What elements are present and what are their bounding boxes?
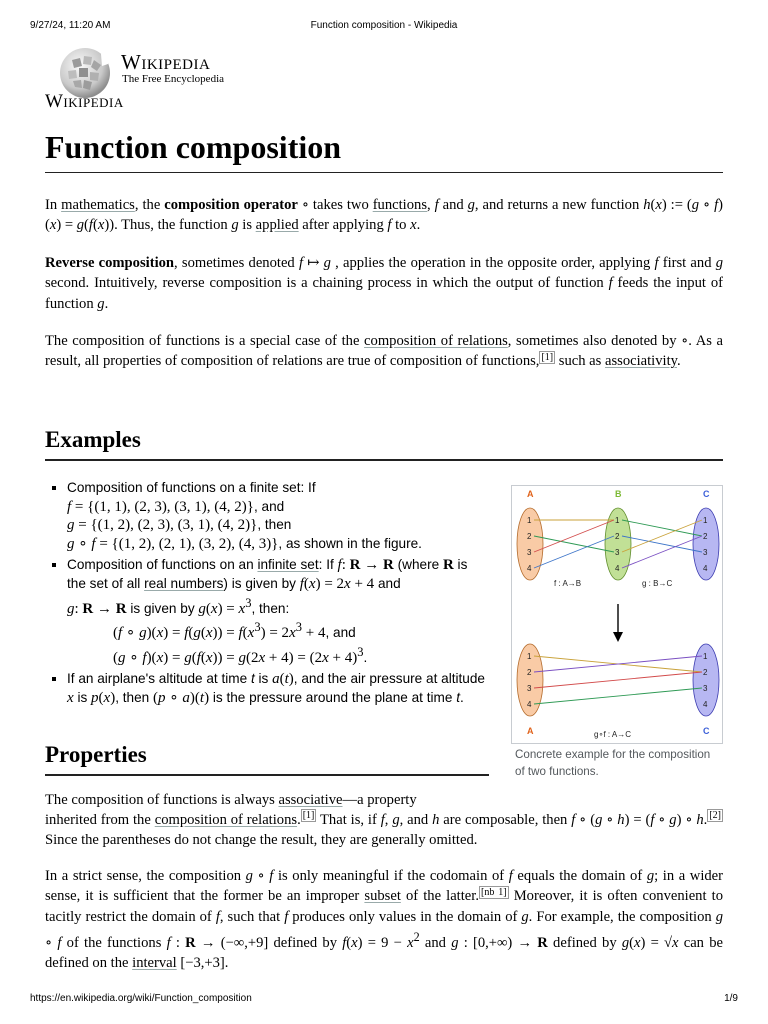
arrow-gf-4 bbox=[534, 688, 702, 704]
arrow-g-2 bbox=[622, 536, 702, 552]
print-title: Function composition - Wikipedia bbox=[310, 20, 458, 31]
result-element-label-c-3: 3 bbox=[703, 684, 708, 693]
figure-caption: Concrete example for the composition of two functions. bbox=[515, 748, 711, 778]
result-element-label-c-2: 2 bbox=[703, 668, 708, 677]
set-b-label: B bbox=[615, 489, 622, 499]
element-label-b-2: 2 bbox=[615, 532, 620, 541]
page-title: Function composition bbox=[45, 129, 342, 165]
map-g-label: g : B→C bbox=[642, 579, 673, 588]
list-item: ▪ If an airplane's altitude at time t is a(t), and the air pressure at altitude x is p(x), then (p ∘ a)(t) is the pressure around the plane at time t. bbox=[67, 670, 485, 707]
properties-paragraph-1-start: The composition of functions is always associative—a property bbox=[45, 792, 417, 808]
arrow-g-1 bbox=[622, 520, 702, 536]
list-item: ▪ Composition of functions on an infinite set: If f: R → R (where R is the set of all real numbers) is given by f(x) = 2x + 4 and g: R → R is given by $g(x) = x^3$, then: (f ∘ $g)(x) = f(g(x)) = f(x^3) = 2x^3 + 4$, and (g ∘ $f)(x) = g(f(x)) = g(2x + 4) = (2x + 4)^3$. bbox=[67, 556, 485, 667]
composition-arrow-head bbox=[613, 632, 623, 642]
set-a-label: A bbox=[527, 489, 534, 499]
section-heading-examples: Examples bbox=[45, 427, 141, 452]
wikipedia-tagline: The Free Encyclopedia bbox=[122, 73, 225, 85]
wikipedia-wordmark-secondary: Wikipedia bbox=[45, 91, 124, 112]
element-label-c-3: 3 bbox=[703, 548, 708, 557]
result-element-label-c-4: 4 bbox=[703, 700, 708, 709]
result-element-label-c-1: 1 bbox=[703, 652, 708, 661]
result-element-label-a-3: 3 bbox=[527, 684, 532, 693]
element-label-c-2: 2 bbox=[703, 532, 708, 541]
element-label-a-1: 1 bbox=[527, 516, 532, 525]
map-f-label: f : A→B bbox=[554, 579, 582, 588]
arrow-f-3 bbox=[534, 520, 614, 552]
set-a-label-result: A bbox=[527, 726, 534, 736]
examples-divider bbox=[45, 459, 723, 461]
properties-paragraph-2: In a strict sense, the composition g ∘ f is only meaningful if the codomain of f equals the domain of g; in a wider sense, it is sufficient that the former be an improper subset of the latter. [nb 1] Moreover, it is often convenient to tacitly restrict the domain of f, such that f produces only values in the domain of g. For example, the composition g ∘ f of the functions f : R → (−∞,+9] defined by $f(x) = 9 - x^2$ and g : [0,+∞) → R defined by g(x) = √x can be defined on the interval [−3,+3]. bbox=[45, 868, 724, 972]
wikipedia-wordmark: Wikipedia bbox=[121, 50, 211, 74]
examples-list bbox=[45, 479, 485, 711]
element-label-a-3: 3 bbox=[527, 548, 532, 557]
composition-figure[interactable] bbox=[511, 485, 723, 744]
arrow-g-4 bbox=[622, 536, 702, 568]
map-gf-label: g∘f : A→C bbox=[594, 730, 632, 739]
composition-diagram bbox=[512, 486, 722, 743]
properties-divider bbox=[45, 774, 489, 776]
result-element-label-a-1: 1 bbox=[527, 652, 532, 661]
element-label-b-4: 4 bbox=[615, 564, 620, 573]
result-element-label-a-2: 2 bbox=[527, 668, 532, 677]
lead-paragraph-3: The composition of functions is a special case of the composition of relations, sometimes also denoted by ∘. As a result, all properties of composition of relations are true of composition of functions, [1] such as associativity. bbox=[45, 333, 723, 370]
element-label-c-1: 1 bbox=[703, 516, 708, 525]
arrow-f-4 bbox=[534, 536, 614, 568]
element-label-a-4: 4 bbox=[527, 564, 532, 573]
print-datetime: 9/27/24, 11:20 AM bbox=[30, 20, 111, 31]
element-label-b-3: 3 bbox=[615, 548, 620, 557]
section-heading-properties: Properties bbox=[45, 742, 147, 767]
arrow-g-3 bbox=[622, 520, 702, 552]
properties-paragraph-1: inherited from the composition of relations. [1] That is, if f, g, and h are composable, then f ∘ (g ∘ h) = (f ∘ g) ∘ h. [2] Since the parentheses do not change the result, they are generally omitted. bbox=[45, 810, 721, 849]
print-url: https://en.wikipedia.org/wiki/Function_composition bbox=[30, 993, 252, 1004]
element-label-c-4: 4 bbox=[703, 564, 708, 573]
list-item: ▪ Composition of functions on a finite set: If f = {(1, 1), (2, 3), (3, 1), (4, 2)}, and g = {(1, 2), (2, 3), (3, 1), (4, 2)}, then g ∘ f = {(1, 2), (2, 1), (3, 2), (4, 3)}, as shown in the figure. bbox=[67, 479, 485, 553]
result-element-label-a-4: 4 bbox=[527, 700, 532, 709]
arrow-gf-3 bbox=[534, 672, 702, 688]
title-divider bbox=[45, 172, 723, 173]
lead-paragraph-2: Reverse composition, sometimes denoted f ↦ g , applies the operation in the opposite order, applying f first and g second. Intuitively, reverse composition is a chaining process in which the output of function f feeds the input of function g. bbox=[45, 255, 723, 312]
element-label-a-2: 2 bbox=[527, 532, 532, 541]
print-page-number: 1/9 bbox=[724, 993, 738, 1004]
set-c-label: C bbox=[703, 489, 710, 499]
lead-paragraph-1: In mathematics, the composition operator ∘ takes two functions, f and g, and returns a new function h(x) := (g ∘ f)(x) = g(f(x)). Thus, the function g is applied after applying f to x. bbox=[45, 197, 724, 234]
element-label-b-1: 1 bbox=[615, 516, 620, 525]
arrow-f-2 bbox=[534, 536, 614, 552]
set-c-label-result: C bbox=[703, 726, 710, 736]
